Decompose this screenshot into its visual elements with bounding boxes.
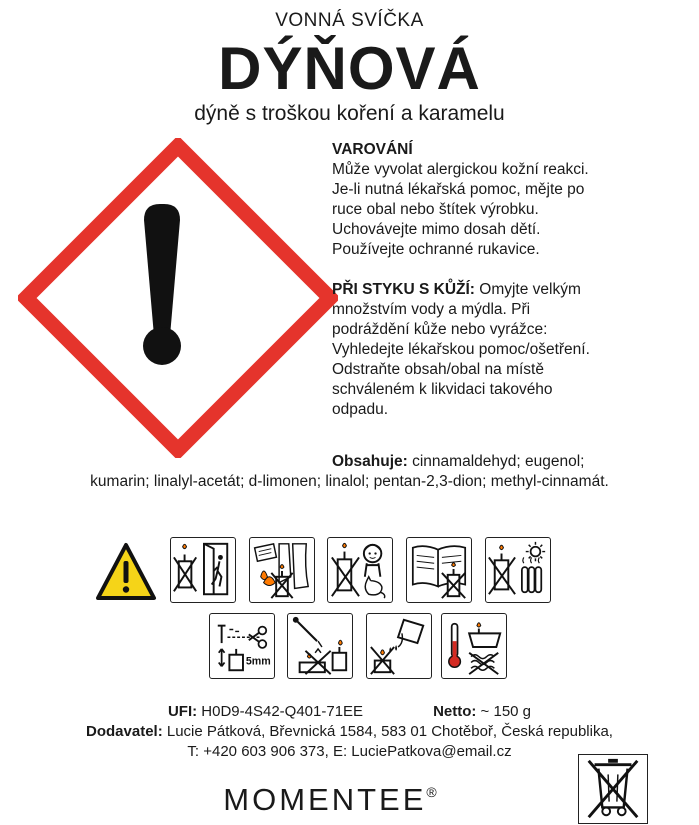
weee-crossed-bin-icon xyxy=(578,754,648,824)
no-candle-near-heat-icon xyxy=(485,537,551,603)
keep-away-from-children-pets-icon xyxy=(327,537,393,603)
brand-logo xyxy=(210,782,450,818)
ufi-label: UFI: xyxy=(167,703,198,720)
supplier-label: Dodavatel: xyxy=(86,723,163,740)
skin-line: odpadu. xyxy=(332,401,389,418)
skin-line: schváleném k likvidaci takového xyxy=(332,381,553,398)
warning-triangle-icon xyxy=(95,542,157,602)
skin-contact-text: Omyjte velkým xyxy=(474,281,581,298)
ingredients-label: Obsahuje: xyxy=(332,453,408,470)
contact-line: T: +420 603 906 373, E: LuciePatkova@email.cz xyxy=(187,743,512,760)
ingredients-line-1: cinnamaldehyd; eugenol; xyxy=(407,453,585,470)
trim-wick-5mm-icon xyxy=(209,613,275,679)
no-candle-near-flammables-icon xyxy=(249,537,315,603)
warning-block xyxy=(332,140,692,420)
ufi-value: H0D9-4S42-Q401-71EE xyxy=(197,703,364,720)
no-water-on-flame-icon xyxy=(366,613,432,679)
skin-contact-title: PŘI STYKU S KŮŽÍ: xyxy=(332,281,475,298)
warning-line: Je-li nutná lékařská pomoc, mějte po xyxy=(332,181,585,198)
ghs-exclamation-icon xyxy=(18,138,338,458)
no-candle-near-door-icon xyxy=(170,537,236,603)
warning-title: VAROVÁNÍ xyxy=(332,141,413,158)
no-candle-near-books-icon xyxy=(406,537,472,603)
supplier-value: Lucie Pátková, Břevnická 1584, 583 01 Chotěboř, Česká republika, xyxy=(162,723,613,740)
ingredients-line-2: kumarin; linalyl-acetát; d-limonen; linalol; pentan-2,3-dion; methyl-cinnamát. xyxy=(90,473,609,490)
warning-line: ruce obal nebo štítek výrobku. xyxy=(332,201,539,218)
netto-value: ~ 150 g xyxy=(476,703,532,720)
registered-mark: ® xyxy=(426,784,437,800)
brand-name: MOMENTEE xyxy=(223,782,427,817)
supplier-line xyxy=(0,723,699,740)
no-matches-in-wax-icon xyxy=(287,613,353,679)
skin-line: Vyhledejte lékařskou pomoc/ošetření. xyxy=(332,341,590,358)
warning-line: Používejte ochranné rukavice. xyxy=(332,241,540,258)
skin-line: množstvím vody a mýdla. Při xyxy=(332,301,531,318)
trim-wick-label: 5mm xyxy=(245,655,271,668)
skin-line: Odstraňte obsah/obal na místě xyxy=(332,361,544,378)
temperature-no-heat-icon xyxy=(441,613,507,679)
product-name: DÝŇOVÁ xyxy=(218,35,481,102)
product-description: dýně s troškou koření a karamelu xyxy=(194,102,505,125)
netto-label: Netto: xyxy=(433,703,477,720)
warning-line: Uchovávejte mimo dosah dětí. xyxy=(332,221,541,238)
skin-line: podráždění kůže nebo vyrážce: xyxy=(332,321,548,338)
product-type: VONNÁ SVÍČKA xyxy=(275,10,424,31)
warning-line: Může vyvolat alergickou kožní reakci. xyxy=(332,161,589,178)
ufi-netto-line xyxy=(0,703,699,720)
